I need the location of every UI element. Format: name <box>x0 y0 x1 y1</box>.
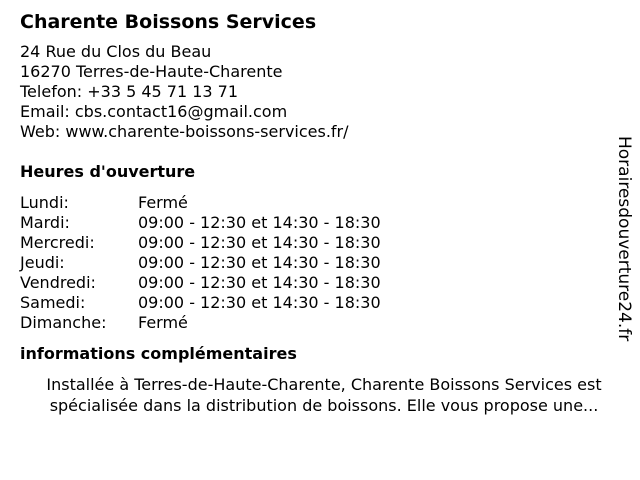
hours-day: Mercredi: <box>20 233 95 252</box>
business-name: Charente Boissons Services <box>20 11 317 33</box>
hours-times: 09:00 - 12:30 et 14:30 - 18:30 <box>138 213 381 232</box>
phone-line: Telefon: +33 5 45 71 13 71 <box>20 82 239 101</box>
hours-row <box>20 213 620 233</box>
street-address: 24 Rue du Clos du Beau <box>20 42 212 61</box>
watermark: Horairesdouverture24.fr <box>614 136 634 342</box>
hours-times: 09:00 - 12:30 et 14:30 - 18:30 <box>138 273 381 292</box>
hours-heading: Heures d'ouverture <box>20 162 196 181</box>
hours-day: Lundi: <box>20 193 69 212</box>
hours-row <box>20 253 620 273</box>
hours-row <box>20 233 620 253</box>
hours-times: Fermé <box>138 193 188 212</box>
web-line: Web: www.charente-boissons-services.fr/ <box>20 122 349 141</box>
business-card <box>20 8 620 416</box>
hours-day: Jeudi: <box>20 253 65 272</box>
hours-day: Vendredi: <box>20 273 96 292</box>
hours-times: Fermé <box>138 313 188 332</box>
hours-times: 09:00 - 12:30 et 14:30 - 18:30 <box>138 253 381 272</box>
postal-city: 16270 Terres-de-Haute-Charente <box>20 62 283 81</box>
email-line: Email: cbs.contact16@gmail.com <box>20 102 288 121</box>
hours-row <box>20 313 620 333</box>
hours-day: Dimanche: <box>20 313 107 332</box>
hours-table <box>20 193 620 333</box>
hours-times: 09:00 - 12:30 et 14:30 - 18:30 <box>138 233 381 252</box>
hours-day: Mardi: <box>20 213 70 232</box>
info-description: Installée à Terres-de-Haute-Charente, Charente Boissons Services est spécialisée dans la distribution de boissons. Elle vous propose une... <box>46 375 602 415</box>
address-block <box>20 42 620 142</box>
hours-times: 09:00 - 12:30 et 14:30 - 18:30 <box>138 293 381 312</box>
hours-row <box>20 273 620 293</box>
hours-row <box>20 293 620 313</box>
info-heading: informations complémentaires <box>20 344 297 363</box>
hours-row <box>20 193 620 213</box>
hours-day: Samedi: <box>20 293 86 312</box>
